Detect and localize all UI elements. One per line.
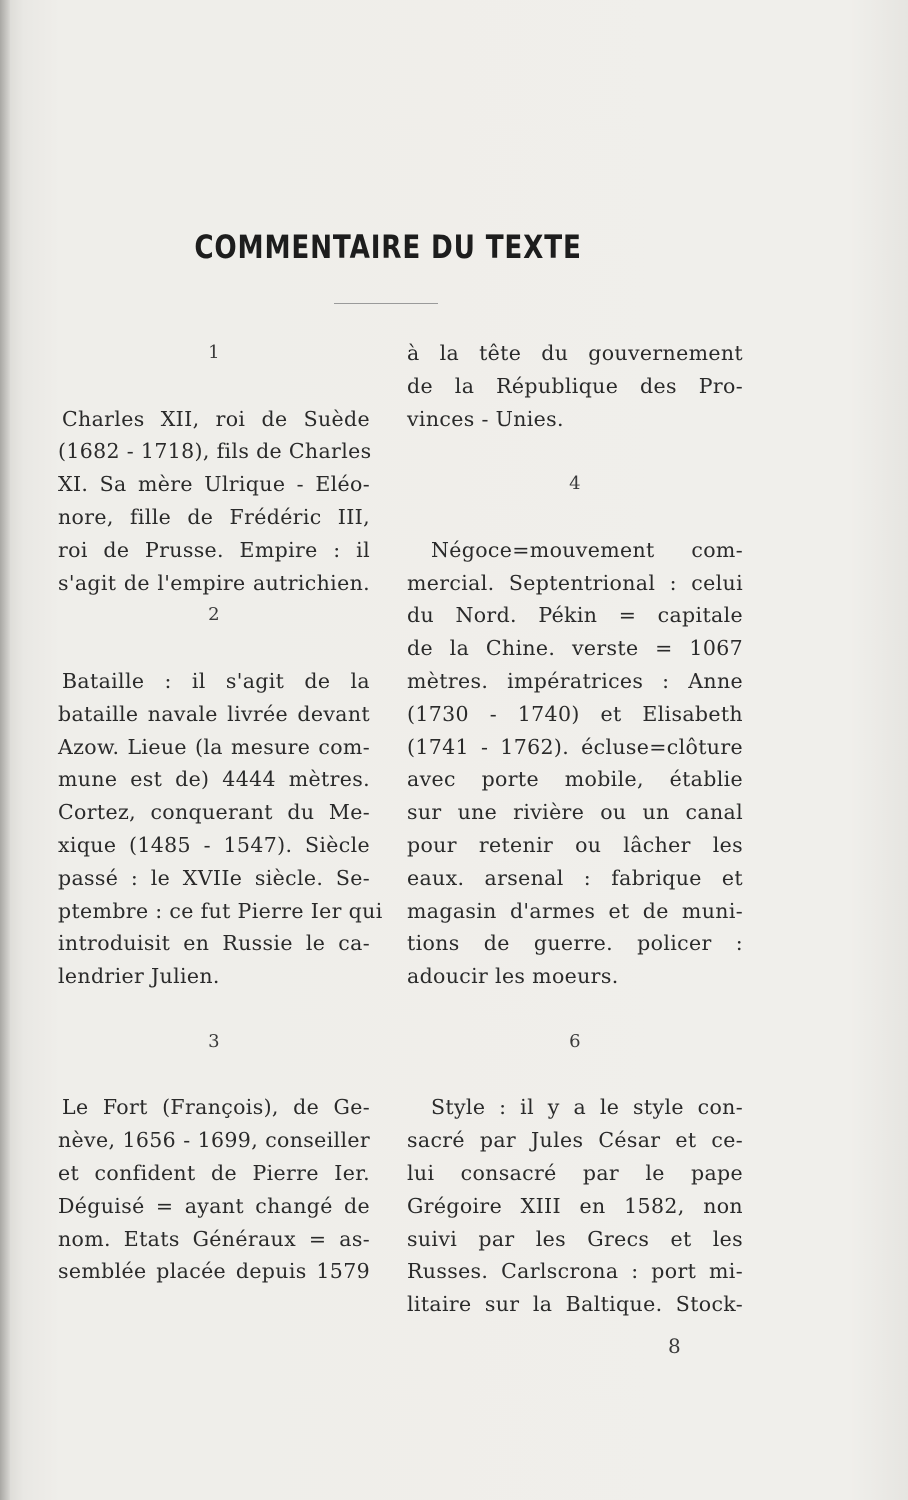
text-line: s'agit de l'empire autrichien. [58, 570, 370, 595]
text-line: adoucir les moeurs. [407, 964, 619, 989]
text-line: magasin d'armes et de muni- [407, 898, 743, 923]
text-line: de la République des Pro- [407, 373, 743, 398]
text-line: Azow. Lieue (la mesure com- [58, 734, 370, 759]
text-line: eaux. arsenal : fabrique et [407, 865, 743, 890]
text-line: lui consacré par le pape [407, 1160, 743, 1185]
text-line: (1682 - 1718), fils de Charles [58, 439, 372, 464]
page-number: 8 [668, 1334, 681, 1358]
text-line: de la Chine. verste = 1067 [407, 636, 743, 661]
text-line: Le Fort (François), de Ge- [62, 1095, 370, 1120]
text-line: ptembre : ce fut Pierre Ier qui [58, 898, 383, 923]
text-line: et confident de Pierre Ier. [58, 1160, 370, 1185]
text-line: mètres. impératrices : Anne [407, 668, 743, 693]
text-line: XI. Sa mère Ulrique - Eléo- [58, 472, 370, 497]
text-line: xique (1485 - 1547). Siècle [58, 832, 370, 857]
text-line: Négoce=mouvement com- [431, 537, 743, 562]
text-line: sacré par Jules César et ce- [407, 1128, 743, 1153]
text-line: Grégoire XIII en 1582, non [407, 1193, 743, 1218]
text-line: suivi par les Grecs et les [407, 1226, 743, 1251]
text-line: Bataille : il s'agit de la [62, 668, 370, 693]
text-line: vinces - Unies. [407, 406, 564, 431]
right-column [407, 337, 743, 1321]
text-line: Déguisé = ayant changé de [58, 1193, 370, 1218]
title-rule [334, 303, 438, 304]
text-line: tions de guerre. policer : [407, 931, 743, 956]
section-3-text [58, 1091, 370, 1288]
text-line: (1741 - 1762). écluse=clôture [407, 734, 743, 759]
text-line: du Nord. Pékin = capitale [407, 603, 743, 628]
section-6-text [407, 1091, 743, 1321]
section-1-text [58, 403, 370, 600]
text-line: Cortez, conquerant du Me- [58, 800, 370, 825]
section-number-3: 3 [208, 1030, 220, 1052]
text-line: introduisit en Russie le ca- [58, 931, 370, 956]
page-title: COMMENTAIRE DU TEXTE [194, 228, 582, 266]
text-line: Style : il y a le style con- [431, 1095, 743, 1120]
section-number-4: 4 [569, 473, 581, 495]
page-spine-shadow [0, 0, 10, 1500]
section-number-6: 6 [569, 1030, 581, 1052]
text-line: pour retenir ou lâcher les [407, 832, 743, 857]
text-line: à la tête du gouvernement [407, 341, 743, 365]
text-line: nom. Etats Généraux = as- [58, 1226, 370, 1251]
text-line: roi de Prusse. Empire : il [58, 537, 370, 562]
text-line: Charles XII, roi de Suède [62, 406, 370, 431]
text-line: sur une rivière ou un canal [407, 800, 743, 825]
text-line: semblée placée depuis 1579 [58, 1259, 370, 1284]
text-line: bataille navale livrée devant [58, 701, 370, 726]
section-3-continued-text [407, 337, 743, 435]
text-line: nore, fille de Frédéric III, [58, 504, 370, 529]
text-line: mercial. Septentrional : celui [407, 570, 743, 595]
section-4-text [407, 534, 743, 993]
text-line: litaire sur la Baltique. Stock- [407, 1292, 743, 1317]
section-number-1: 1 [208, 342, 220, 363]
section-number-2: 2 [208, 604, 220, 626]
text-line: passé : le XVIIe siècle. Se- [58, 865, 370, 890]
section-2-text [58, 665, 383, 993]
left-column [58, 337, 383, 1288]
text-line: mune est de) 4444 mètres. [58, 767, 370, 792]
text-line: avec porte mobile, établie [407, 767, 743, 792]
text-line: (1730 - 1740) et Elisabeth [407, 701, 743, 726]
text-line: nève, 1656 - 1699, conseiller [58, 1128, 370, 1153]
text-line: lendrier Julien. [58, 964, 220, 989]
text-line: Russes. Carlscrona : port mi- [407, 1259, 743, 1284]
